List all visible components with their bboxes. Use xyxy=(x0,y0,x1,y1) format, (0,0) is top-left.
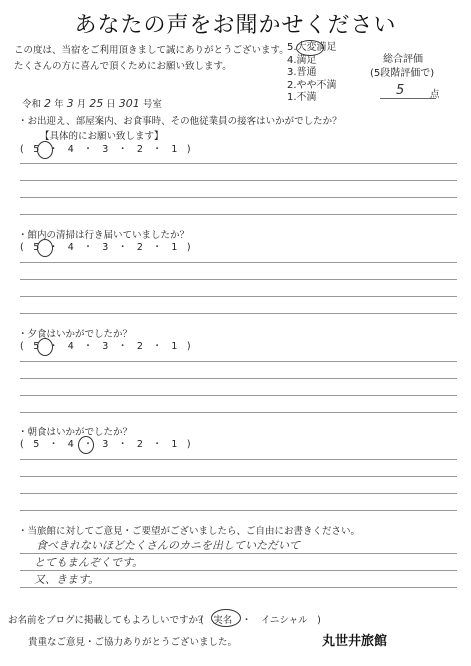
question-1-detail: 【具体的にお願い致します】 xyxy=(40,131,164,142)
question-2-line-4 xyxy=(20,313,457,314)
rating-3: 3.普通 xyxy=(287,67,317,78)
intro-line-1: この度は、当宿をご利用頂きまして誠にありがとうございます。 xyxy=(14,45,289,56)
question-3-line-2 xyxy=(20,378,457,379)
question-2-scale: ( 5 ・ 4 ・ 3 ・ 2 ・ 1 ) xyxy=(20,242,191,253)
question-3-line-4 xyxy=(20,412,457,413)
question-2-line-2 xyxy=(20,279,457,280)
thanks-text: 貴重なご意見・ご協力ありがとうございました。 xyxy=(28,637,238,648)
question-4-line-1 xyxy=(20,459,457,460)
comments-line-3 xyxy=(20,587,457,588)
rating-5: 5.大変満足 xyxy=(287,42,337,53)
question-1-line-1 xyxy=(20,163,457,164)
question-3-line-3 xyxy=(20,395,457,396)
rating-1: 1.不満 xyxy=(287,92,317,103)
rating-2: 2.やや不満 xyxy=(287,79,337,91)
day-value[interactable]: 25 xyxy=(89,97,104,110)
blog-selected-circle[interactable] xyxy=(211,609,241,627)
intro-line-2: たくさんの方に喜んで頂くためにお願い致します。 xyxy=(14,61,232,72)
question-4-text: ・朝食はいかがでしたか？ xyxy=(18,427,133,438)
overall-label: 総合評価 xyxy=(383,54,423,65)
question-2-text: ・館内の清掃は行き届いていましたか？ xyxy=(18,230,190,241)
question-3-scale: ( 5 ・ 4 ・ 3 ・ 2 ・ 1 ) xyxy=(20,341,191,352)
question-4-line-3 xyxy=(20,493,457,494)
question-1-text: ・お出迎え、部屋案内、お食事時、その他従業員の接客はいかがでしたか？ xyxy=(18,116,342,127)
rating-4: 4.満足 xyxy=(287,54,317,66)
era-label: 令和 xyxy=(22,99,42,110)
year-value[interactable]: 2 xyxy=(44,97,52,110)
overall-sublabel: (5段階評価で) xyxy=(370,68,435,79)
question-1-line-4 xyxy=(20,214,457,215)
room-unit: 号室 xyxy=(142,99,162,110)
comment-line-3[interactable]: 又、きます。 xyxy=(34,573,100,586)
blog-options: ( 実名 ・ イニシャル ) xyxy=(200,615,321,626)
question-4-line-4 xyxy=(20,510,457,511)
question-2-line-1 xyxy=(20,262,457,263)
selected-rating-circle xyxy=(296,40,324,56)
question-1-selected-circle[interactable] xyxy=(37,141,53,159)
blog-question: お名前をブログに掲載してもよろしいですか？ xyxy=(8,615,208,626)
comments-prompt: ・当旅館に対してご意見・ご要望がございましたら、ご自由にお書きください。 xyxy=(18,526,361,537)
comment-line-1[interactable]: 食べきれないほどたくさんのカニを出していただいて xyxy=(36,539,300,552)
month-value[interactable]: 3 xyxy=(66,97,74,110)
date-line xyxy=(22,97,162,111)
overall-score-underline xyxy=(380,98,436,99)
inn-name: 丸世井旅館 xyxy=(322,634,388,649)
page-title: あなたの声をお聞かせください xyxy=(74,13,397,38)
question-2-line-3 xyxy=(20,296,457,297)
room-value[interactable]: 301 xyxy=(118,97,140,110)
question-1-scale: ( 5 ・ 4 ・ 3 ・ 2 ・ 1 ) xyxy=(20,144,191,155)
question-4-selected-circle[interactable] xyxy=(78,436,94,454)
question-1-line-2 xyxy=(20,180,457,181)
day-unit: 日 xyxy=(106,99,116,110)
comment-line-2[interactable]: とてもまんぞくです。 xyxy=(34,556,144,569)
month-unit: 月 xyxy=(76,99,87,110)
question-2-selected-circle[interactable] xyxy=(37,239,53,257)
question-4-line-2 xyxy=(20,476,457,477)
question-3-line-1 xyxy=(20,361,457,362)
question-3-selected-circle[interactable] xyxy=(37,338,53,356)
overall-unit: 点 xyxy=(430,89,440,100)
question-1-line-3 xyxy=(20,197,457,198)
question-4-scale: ( 5 ・ 4 ・ 3 ・ 2 ・ 1 ) xyxy=(20,439,191,450)
question-3-text: ・夕食はいかがでしたか？ xyxy=(18,329,133,340)
year-unit: 年 xyxy=(54,99,64,110)
overall-score[interactable]: 5 xyxy=(396,83,405,98)
